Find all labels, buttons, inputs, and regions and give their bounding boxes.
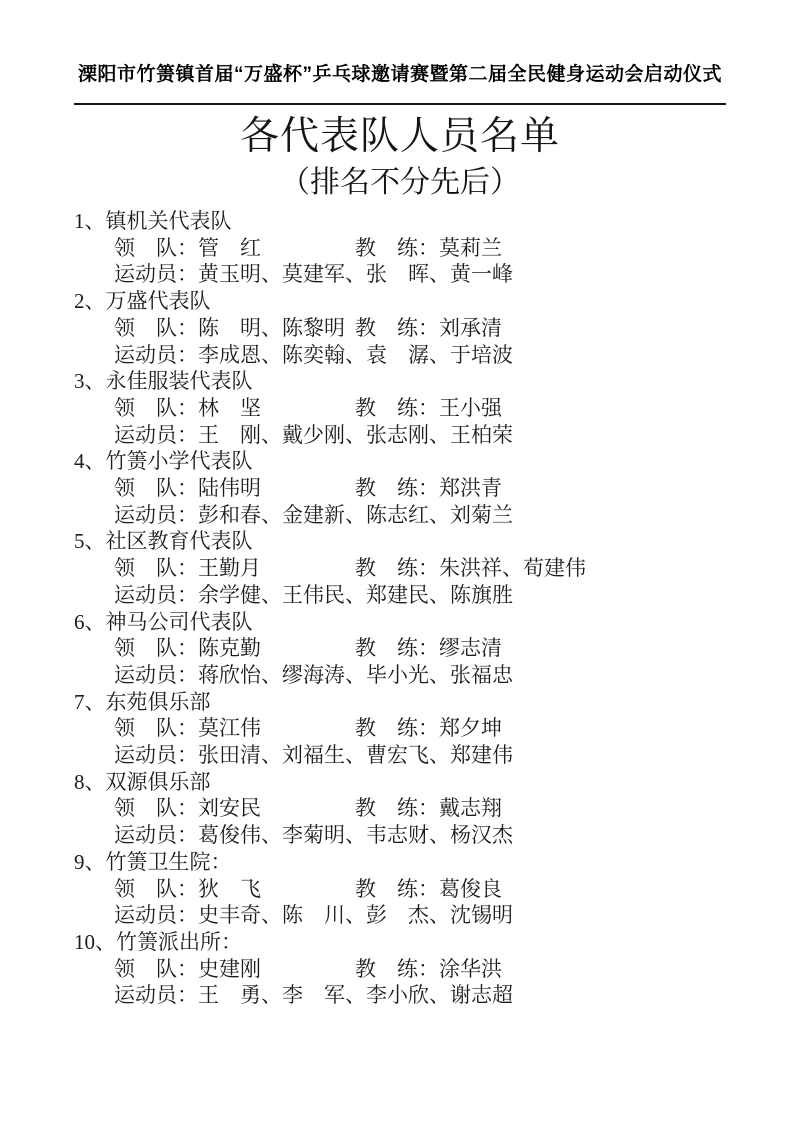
team-name-line bbox=[0, 528, 800, 555]
team-block bbox=[0, 368, 800, 448]
team-name-line bbox=[0, 609, 800, 636]
page-subtitle: （排名不分先后） bbox=[280, 166, 520, 199]
athletes-label: 运动员： bbox=[114, 823, 198, 848]
athletes-line bbox=[0, 422, 800, 449]
coach-label: 教 练： bbox=[355, 716, 439, 741]
leader-entry bbox=[114, 956, 355, 983]
leader-label: 领 队： bbox=[114, 956, 198, 981]
leader-coach-line bbox=[0, 715, 800, 742]
coach-label: 教 练： bbox=[355, 956, 439, 981]
coach-label: 教 练： bbox=[355, 395, 439, 420]
leader-coach-line bbox=[0, 395, 800, 422]
team-block bbox=[0, 689, 800, 769]
athletes-label: 运动员： bbox=[114, 903, 198, 928]
athletes-label: 运动员： bbox=[114, 262, 198, 287]
team-block bbox=[0, 929, 800, 1009]
header-divider bbox=[74, 103, 726, 105]
athletes-label: 运动员： bbox=[114, 743, 198, 768]
leader-value: 莫江伟 bbox=[198, 716, 261, 741]
coach-label: 教 练： bbox=[355, 636, 439, 661]
coach-entry bbox=[355, 876, 502, 903]
athletes-line bbox=[0, 502, 800, 529]
team-number: 9、 bbox=[74, 849, 106, 874]
leader-coach-line bbox=[0, 475, 800, 502]
leader-coach-line bbox=[0, 235, 800, 262]
team-number: 7、 bbox=[74, 689, 106, 714]
team-name: 竹箦卫生院： bbox=[105, 849, 232, 874]
team-number: 2、 bbox=[74, 289, 106, 314]
coach-entry bbox=[355, 956, 502, 983]
coach-label: 教 练： bbox=[355, 315, 439, 340]
athletes-line bbox=[0, 582, 800, 609]
leader-label: 领 队： bbox=[114, 876, 198, 901]
team-name: 双源俱乐部 bbox=[105, 769, 211, 794]
coach-entry bbox=[355, 315, 502, 342]
athletes-line bbox=[0, 662, 800, 689]
team-name: 社区教育代表队 bbox=[105, 529, 253, 554]
leader-label: 领 队： bbox=[114, 716, 198, 741]
coach-value: 郑夕坤 bbox=[439, 716, 502, 741]
team-block bbox=[0, 528, 800, 608]
athletes-value: 彭和春、金建新、陈志红、刘菊兰 bbox=[198, 502, 513, 527]
athletes-line bbox=[0, 982, 800, 1009]
athletes-label: 运动员： bbox=[114, 662, 198, 687]
coach-value: 涂华洪 bbox=[439, 956, 502, 981]
leader-value: 王勤月 bbox=[198, 556, 261, 581]
leader-entry bbox=[114, 715, 355, 742]
coach-value: 缪志清 bbox=[439, 636, 502, 661]
team-number: 4、 bbox=[74, 449, 106, 474]
team-name-line bbox=[0, 448, 800, 475]
team-number: 10、 bbox=[74, 929, 116, 954]
coach-label: 教 练： bbox=[355, 876, 439, 901]
athletes-value: 葛俊伟、李菊明、韦志财、杨汉杰 bbox=[198, 823, 513, 848]
team-name-line bbox=[0, 929, 800, 956]
team-name-line bbox=[0, 288, 800, 315]
team-number: 3、 bbox=[74, 369, 106, 394]
leader-value: 刘安民 bbox=[198, 796, 261, 821]
athletes-value: 李成恩、陈奕翰、袁 潺、于培波 bbox=[198, 342, 513, 367]
leader-value: 管 红 bbox=[198, 235, 261, 260]
athletes-line bbox=[0, 261, 800, 288]
athletes-line bbox=[0, 902, 800, 929]
team-block bbox=[0, 769, 800, 849]
coach-value: 莫莉兰 bbox=[439, 235, 502, 260]
coach-value: 王小强 bbox=[439, 395, 502, 420]
team-name: 镇机关代表队 bbox=[105, 209, 232, 233]
athletes-label: 运动员： bbox=[114, 502, 198, 527]
leader-coach-line bbox=[0, 315, 800, 342]
team-name: 万盛代表队 bbox=[105, 289, 211, 314]
leader-label: 领 队： bbox=[114, 235, 198, 260]
team-name-line bbox=[0, 368, 800, 395]
athletes-value: 余学健、王伟民、郑建民、陈旗胜 bbox=[198, 582, 513, 607]
team-name: 竹箦派出所： bbox=[116, 929, 242, 954]
leader-label: 领 队： bbox=[114, 636, 198, 661]
coach-label: 教 练： bbox=[355, 476, 439, 501]
team-name-line bbox=[0, 769, 800, 796]
leader-label: 领 队： bbox=[114, 556, 198, 581]
coach-value: 郑洪青 bbox=[439, 476, 502, 501]
leader-entry bbox=[114, 555, 355, 582]
leader-entry bbox=[114, 315, 355, 342]
athletes-label: 运动员： bbox=[114, 422, 198, 447]
team-block bbox=[0, 288, 800, 368]
team-block bbox=[0, 849, 800, 929]
leader-coach-line bbox=[0, 635, 800, 662]
team-number: 5、 bbox=[74, 529, 106, 554]
coach-entry bbox=[355, 795, 502, 822]
leader-coach-line bbox=[0, 555, 800, 582]
team-name: 神马公司代表队 bbox=[105, 609, 253, 634]
leader-label: 领 队： bbox=[114, 395, 198, 420]
team-name-line bbox=[0, 849, 800, 876]
team-name: 东苑俱乐部 bbox=[105, 689, 211, 714]
leader-coach-line bbox=[0, 956, 800, 983]
leader-value: 陆伟明 bbox=[198, 476, 261, 501]
team-number: 1、 bbox=[74, 209, 106, 233]
leader-value: 林 坚 bbox=[198, 395, 261, 420]
leader-entry bbox=[114, 235, 355, 262]
coach-entry bbox=[355, 555, 586, 582]
leader-value: 史建刚 bbox=[198, 956, 261, 981]
leader-label: 领 队： bbox=[114, 796, 198, 821]
team-block bbox=[0, 609, 800, 689]
athletes-label: 运动员： bbox=[114, 582, 198, 607]
leader-entry bbox=[114, 395, 355, 422]
leader-coach-line bbox=[0, 795, 800, 822]
athletes-line bbox=[0, 342, 800, 369]
coach-label: 教 练： bbox=[355, 235, 439, 260]
athletes-line bbox=[0, 822, 800, 849]
athletes-value: 王 勇、李 军、李小欣、谢志超 bbox=[198, 983, 513, 1008]
leader-entry bbox=[114, 795, 355, 822]
leader-label: 领 队： bbox=[114, 315, 198, 340]
leader-entry bbox=[114, 876, 355, 903]
team-name: 竹箦小学代表队 bbox=[105, 449, 253, 474]
leader-value: 狄 飞 bbox=[198, 876, 261, 901]
athletes-value: 蒋欣怡、缪海涛、毕小光、张福忠 bbox=[198, 662, 513, 687]
team-block bbox=[0, 208, 800, 288]
coach-value: 朱洪祥、荀建伟 bbox=[439, 556, 586, 581]
page-title: 各代表队人员名单 bbox=[239, 115, 560, 158]
event-title: 溧阳市竹箦镇首届“万盛杯”乒乓球邀请赛暨第二届全民健身运动会启动仪式 bbox=[77, 64, 722, 85]
team-name: 永佳服装代表队 bbox=[105, 369, 253, 394]
coach-entry bbox=[355, 235, 502, 262]
coach-entry bbox=[355, 395, 502, 422]
team-list bbox=[0, 208, 800, 1009]
coach-value: 刘承清 bbox=[439, 315, 502, 340]
athletes-value: 张田清、刘福生、曹宏飞、郑建伟 bbox=[198, 743, 513, 768]
coach-value: 戴志翔 bbox=[439, 796, 502, 821]
leader-entry bbox=[114, 475, 355, 502]
team-name-line bbox=[0, 208, 800, 235]
leader-value: 陈 明、陈黎明 bbox=[198, 315, 345, 340]
athletes-label: 运动员： bbox=[114, 983, 198, 1008]
team-name-line bbox=[0, 689, 800, 716]
athletes-value: 王 刚、戴少刚、张志刚、王柏荣 bbox=[198, 422, 513, 447]
coach-label: 教 练： bbox=[355, 556, 439, 581]
team-number: 6、 bbox=[74, 609, 106, 634]
coach-entry bbox=[355, 475, 502, 502]
athletes-line bbox=[0, 742, 800, 769]
coach-entry bbox=[355, 715, 502, 742]
leader-entry bbox=[114, 635, 355, 662]
athletes-value: 史丰奇、陈 川、彭 杰、沈锡明 bbox=[198, 903, 513, 928]
leader-coach-line bbox=[0, 876, 800, 903]
leader-label: 领 队： bbox=[114, 476, 198, 501]
coach-label: 教 练： bbox=[355, 796, 439, 821]
coach-entry bbox=[355, 635, 502, 662]
athletes-label: 运动员： bbox=[114, 342, 198, 367]
athletes-value: 黄玉明、莫建军、张 晖、黄一峰 bbox=[198, 262, 513, 287]
leader-value: 陈克勤 bbox=[198, 636, 261, 661]
team-number: 8、 bbox=[74, 769, 106, 794]
team-block bbox=[0, 448, 800, 528]
coach-value: 葛俊良 bbox=[439, 876, 502, 901]
